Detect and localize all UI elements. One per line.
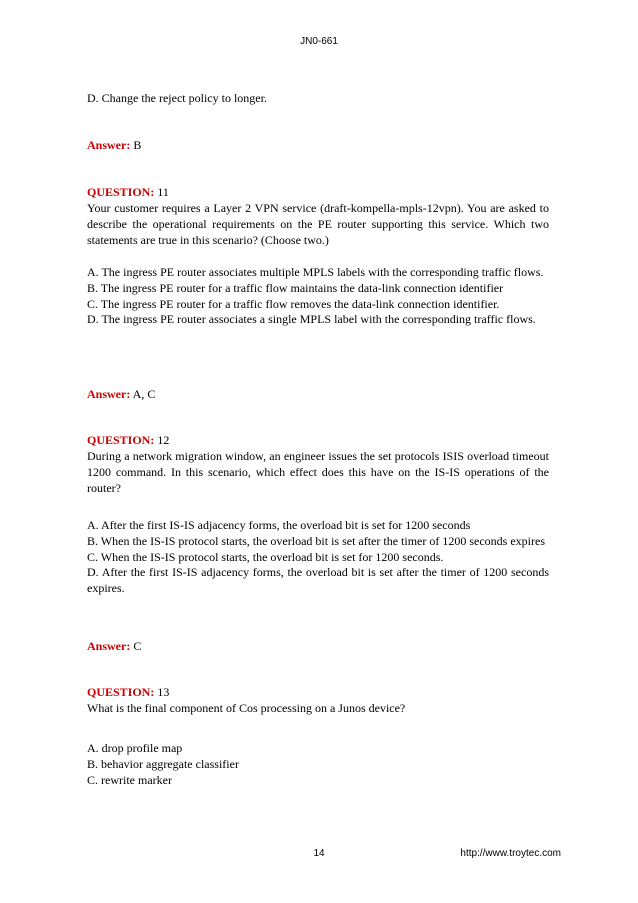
answer-label: Answer: [87,387,131,401]
question-13-options [87,741,549,788]
page-header-title: JN0-661 [300,36,338,47]
question-12-heading [87,433,549,449]
question-label: QUESTION: [87,433,155,447]
question-13-text: What is the final component of Cos processing on a Junos device? [87,701,406,715]
footer-url-link[interactable]: http://www.troytec.com [460,848,561,859]
question-11-text: Your customer requires a Layer 2 VPN service (draft-kompella-mpls-12vpn). You are asked to describe the operational requirements on the PE router supporting this service. Which two statements are true in this scenario? (Choose two.) [87,201,549,247]
answer-block-12 [87,639,549,655]
answer-block-11 [87,387,549,403]
option-a: A. drop profile map [87,741,183,755]
answer-value: A, C [132,387,156,401]
question-11-options [87,265,549,328]
option-c: C. rewrite marker [87,772,172,787]
option-a: A. After the first IS-IS adjacency forms, the overload bit is set for 1200 seconds [87,518,471,532]
option-b: B. The ingress PE router for a traffic flow maintains the data-link connection identifier [87,280,504,295]
answer-value: B [133,138,142,152]
answer-block-10 [87,138,549,154]
question-number: 11 [157,185,169,199]
question-number: 13 [157,685,170,699]
answer-label: Answer: [87,138,131,152]
question-12-text: During a network migration window, an engineer issues the set protocols ISIS overload timeout 1200 command. In this scenario, which effect does this have on the IS-IS operations of the router? [87,449,549,495]
option-d: D. The ingress PE router associates a single MPLS label with the corresponding traffic flows. [87,312,536,327]
option-b: B. When the IS-IS protocol starts, the overload bit is set after the timer of 1200 seconds expires [87,533,546,548]
question-label: QUESTION: [87,685,155,699]
page-number: 14 [313,848,325,859]
question-label: QUESTION: [87,185,155,199]
option-d: D. After the first IS-IS adjacency forms, the overload bit is set after the timer of 1200 seconds expires. [87,565,549,596]
option-b: B. behavior aggregate classifier [87,756,239,771]
answer-label: Answer: [87,639,131,653]
question-11-heading [87,185,549,201]
option-a: A. The ingress PE router associates multiple MPLS labels with the corresponding traffic flows. [87,265,544,279]
option-c: C. When the IS-IS protocol starts, the overload bit is set for 1200 seconds. [87,549,444,564]
answer-value: C [133,639,142,653]
previous-option-d: D. Change the reject policy to longer. [87,91,267,105]
question-13-heading [87,685,549,701]
option-c: C. The ingress PE router for a traffic flow removes the data-link connection identifier. [87,296,500,311]
question-number: 12 [157,433,170,447]
question-12-options [87,518,549,597]
